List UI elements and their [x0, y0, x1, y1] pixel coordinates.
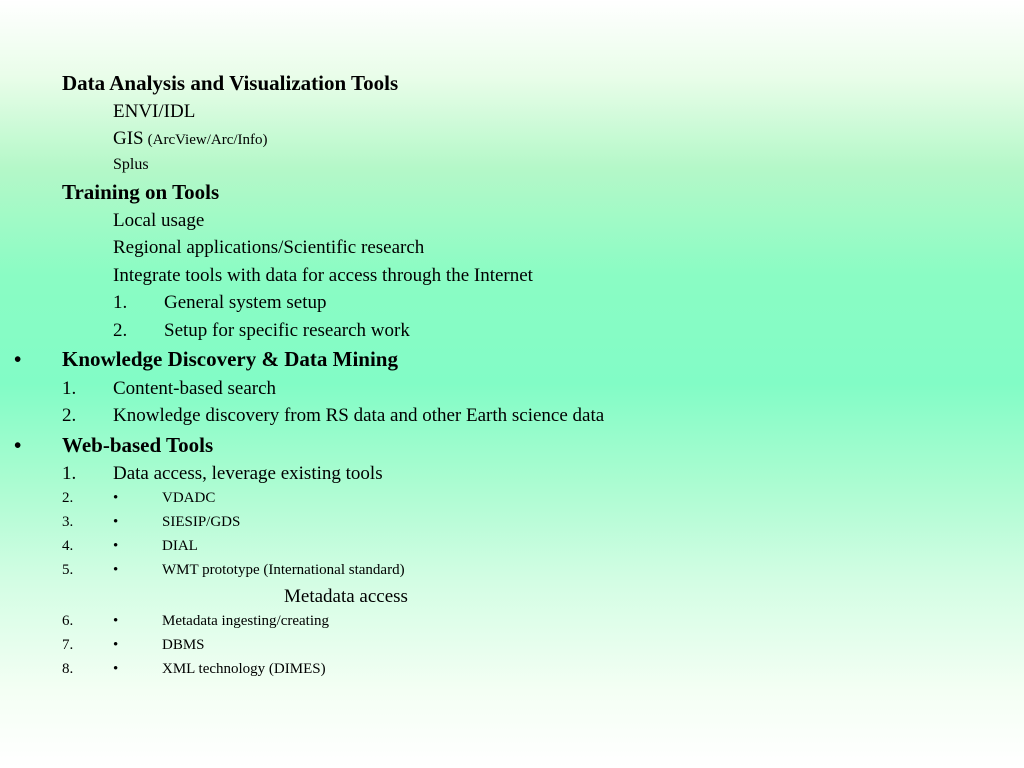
item-local-usage: Local usage	[113, 210, 205, 231]
gis-detail: (ArcView/Arc/Info)	[147, 132, 268, 148]
item-xml: XML technology (DIMES)	[162, 661, 326, 677]
item-gis	[113, 128, 268, 150]
item-siesip: SIESIP/GDS	[162, 514, 241, 530]
item-regional-apps: Regional applications/Scientific research	[113, 237, 425, 258]
bullet-dot: •	[113, 613, 119, 629]
bullet-web: •	[14, 433, 22, 457]
item-dial: DIAL	[162, 538, 198, 554]
item-envi-idl: ENVI/IDL	[113, 101, 196, 122]
heading-training: Training on Tools	[62, 180, 220, 204]
bullet-dot: •	[113, 490, 119, 506]
item-number: 1.	[62, 463, 77, 484]
gis-label: GIS	[113, 128, 144, 149]
item-wmt: WMT prototype (International standard)	[162, 562, 405, 578]
item-number: 4.	[62, 538, 74, 554]
item-number: 2.	[62, 490, 74, 506]
bullet-knowledge: •	[14, 347, 22, 371]
item-number: 2.	[62, 405, 77, 426]
metadata-access: Metadata access	[284, 586, 408, 607]
bullet-dot: •	[113, 637, 119, 653]
item-splus: Splus	[113, 156, 149, 173]
item-number: 8.	[62, 661, 74, 677]
subitem-specific-setup: Setup for specific research work	[164, 320, 410, 341]
heading-data-analysis: Data Analysis and Visualization Tools	[62, 71, 399, 95]
bullet-dot: •	[113, 562, 119, 578]
item-integrate-tools: Integrate tools with data for access through the Internet	[113, 265, 533, 286]
bullet-dot: •	[113, 661, 119, 677]
item-number: 7.	[62, 637, 74, 653]
item-vdadc: VDADC	[162, 490, 216, 506]
item-metadata-ingest: Metadata ingesting/creating	[162, 613, 330, 629]
item-content-search: Content-based search	[113, 378, 277, 399]
item-knowledge-rs: Knowledge discovery from RS data and other Earth science data	[113, 405, 605, 426]
item-dbms: DBMS	[162, 637, 205, 653]
bullet-dot: •	[113, 538, 119, 554]
item-number: 3.	[62, 514, 74, 530]
item-number: 5.	[62, 562, 74, 578]
subitem-number: 2.	[113, 320, 128, 341]
item-number: 6.	[62, 613, 74, 629]
item-number: 1.	[62, 378, 77, 399]
subitem-general-setup: General system setup	[164, 292, 327, 313]
item-data-access: Data access, leverage existing tools	[113, 463, 383, 484]
heading-knowledge: Knowledge Discovery & Data Mining	[62, 347, 398, 371]
subitem-number: 1.	[113, 292, 128, 313]
heading-web-tools: Web-based Tools	[62, 433, 214, 457]
bullet-dot: •	[113, 514, 119, 530]
